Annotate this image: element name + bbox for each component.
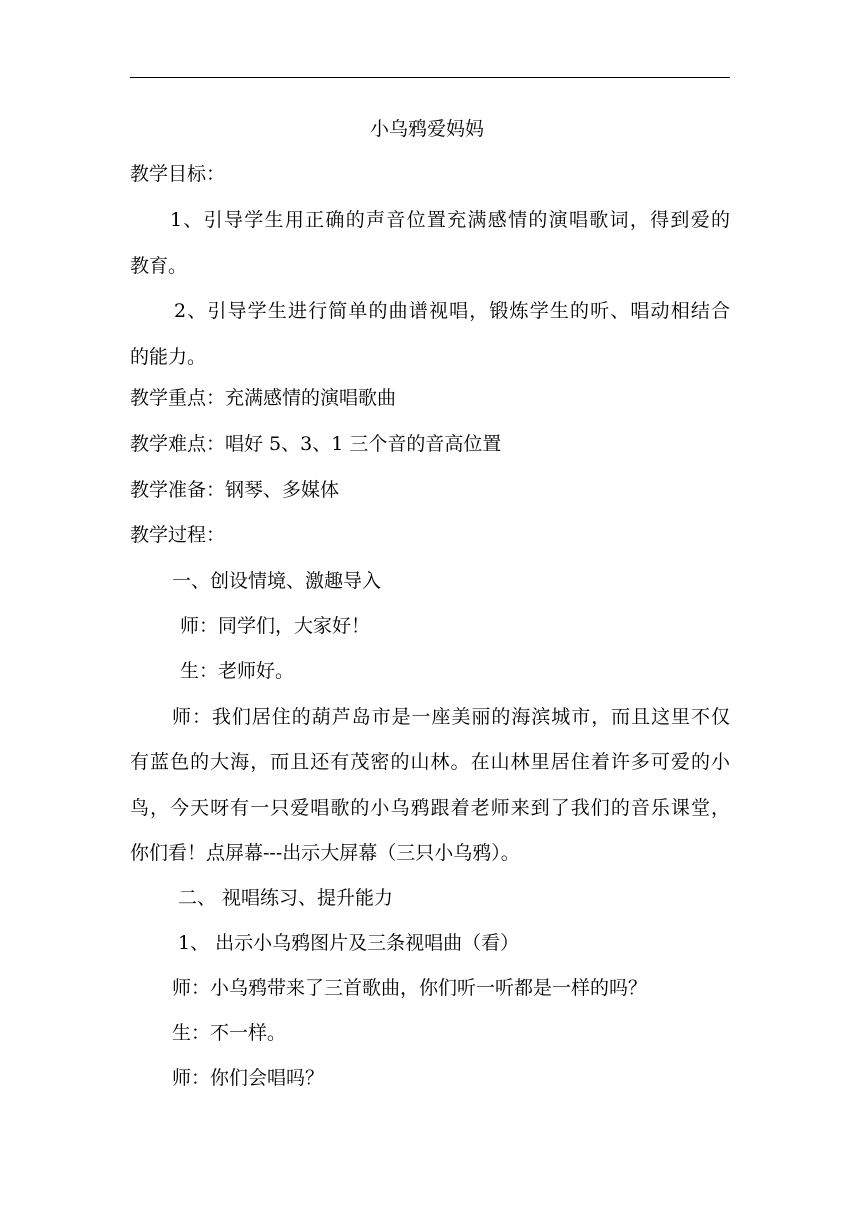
dialogue-line: 生：老师好。 (180, 660, 295, 682)
section-heading-focus: 教学重点：充满感情的演唱歌曲 (130, 387, 397, 409)
document-title: 小乌鸦爱妈妈 (370, 118, 485, 140)
section-heading-process: 教学过程： (130, 524, 226, 546)
list-item: 1、 出示小乌鸦图片及三条视唱曲（看） (178, 932, 520, 954)
section-heading-preparation: 教学准备：钢琴、多媒体 (130, 479, 340, 501)
section-heading-difficulty: 教学难点：唱好 5、3、1 三个音的音高位置 (130, 433, 502, 455)
paragraph-line: 师：我们居住的葫芦岛市是一座美丽的海滨城市，而且这里不仅 (172, 706, 730, 728)
subsection-heading: 二、 视唱练习、提升能力 (178, 887, 394, 909)
dialogue-line: 师：小乌鸦带来了三首歌曲，你们听一听都是一样的吗？ (172, 977, 648, 999)
dialogue-line: 师：同学们，大家好！ (180, 615, 371, 637)
paragraph-line: 你们看！点屏幕---出示大屏幕（三只小乌鸦）。 (130, 842, 520, 864)
paragraph-line: 1、引导学生用正确的声音位置充满感情的演唱歌词，得到爱的 (170, 209, 730, 231)
header-rule (130, 77, 730, 78)
paragraph-line: 2、引导学生进行简单的曲谱视唱，锻炼学生的听、唱动相结合 (174, 300, 730, 322)
dialogue-line: 生：不一样。 (172, 1022, 287, 1044)
paragraph-line: 有蓝色的大海，而且还有茂密的山林。在山林里居住着许多可爱的小 (130, 751, 730, 773)
paragraph-line: 教育。 (130, 255, 188, 277)
paragraph-line: 鸟，今天呀有一只爱唱歌的小乌鸦跟着老师来到了我们的音乐课堂， (130, 797, 730, 819)
subsection-heading: 一、创设情境、激趣导入 (172, 570, 382, 592)
paragraph-line: 的能力。 (130, 346, 207, 368)
dialogue-line: 师：你们会唱吗？ (172, 1067, 325, 1089)
section-heading-objectives: 教学目标： (130, 163, 226, 185)
